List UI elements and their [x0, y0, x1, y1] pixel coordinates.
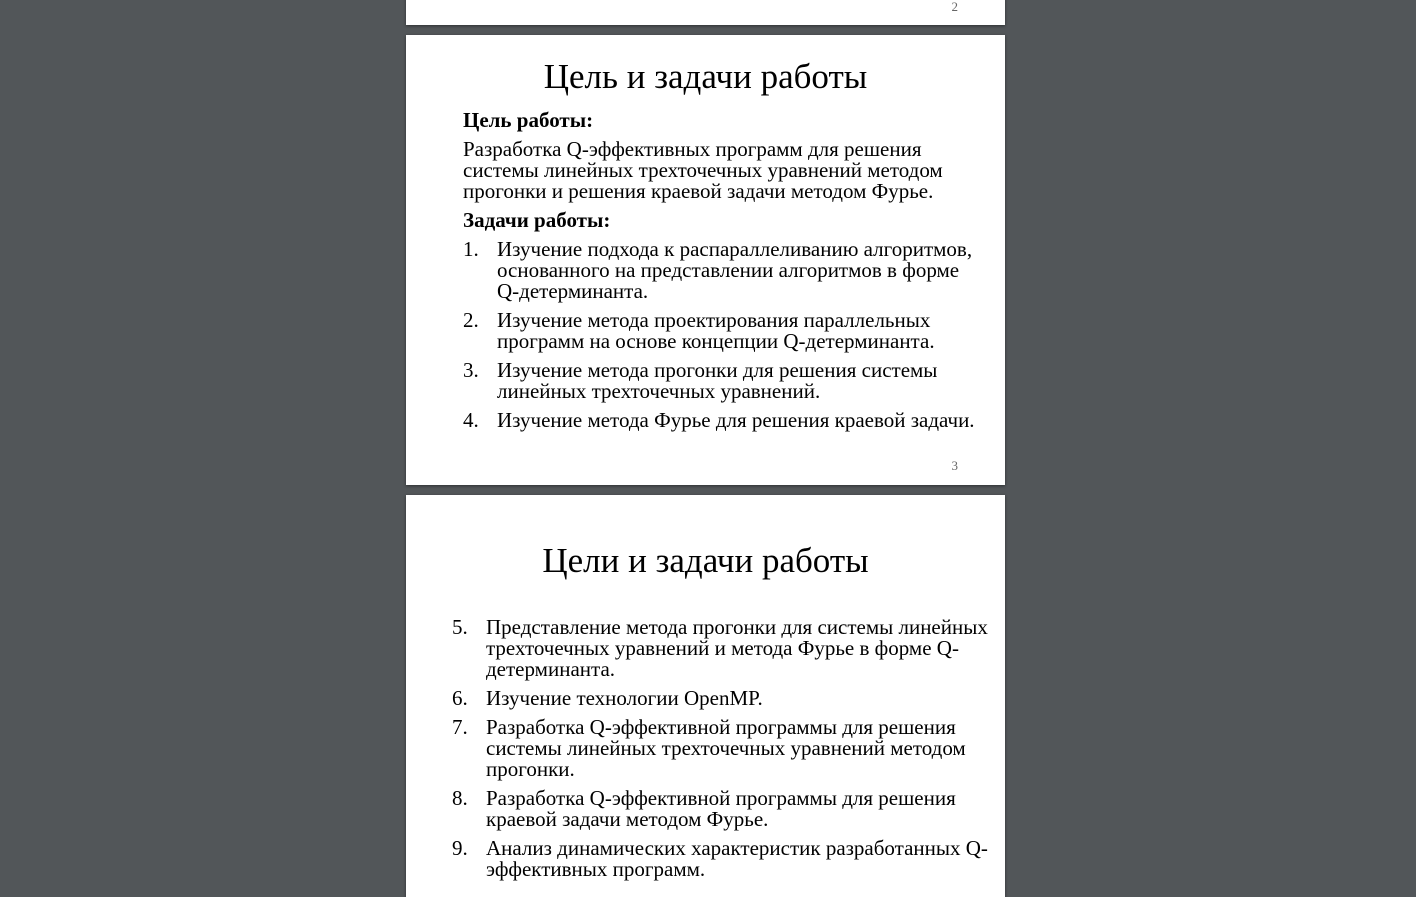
list-item-text: Разработка Q-эффективной программы для решения краевой задачи методом Фурье.	[486, 786, 956, 831]
goal-text: Разработка Q-эффективных программ для решения системы линейных трехточечных уравнений методом прогонки и решения краевой задачи методом Фурье.	[463, 137, 943, 203]
list-item-number: 2.	[463, 308, 479, 332]
list-item-text: Изучение технологии OpenMP.	[486, 686, 763, 710]
list-item	[463, 410, 983, 431]
list-item-number: 3.	[463, 358, 479, 382]
page-number: 3	[951, 458, 958, 473]
list-item	[463, 360, 983, 402]
pdf-page-2	[406, 0, 1005, 25]
list-item	[463, 310, 983, 352]
pdf-page-3	[406, 35, 1005, 485]
list-item-text: Анализ динамических характеристик разработанных Q-эффективных программ.	[486, 836, 988, 881]
pdf-page-4	[406, 495, 1005, 897]
list-item-number: 4.	[463, 408, 479, 432]
list-item-number: 1.	[463, 237, 479, 261]
tasks-list	[463, 239, 983, 431]
list-item-number: 9.	[452, 836, 468, 860]
list-item	[452, 688, 992, 709]
list-item-number: 8.	[452, 786, 468, 810]
list-item	[452, 838, 992, 880]
list-item-text: Изучение метода Фурье для решения краевой задачи.	[497, 408, 975, 432]
tasks-list	[452, 617, 992, 880]
list-item	[452, 717, 992, 780]
list-item	[452, 788, 992, 830]
list-item-number: 7.	[452, 715, 468, 739]
list-item-text: Изучение метода проектирования параллельных программ на основе концепции Q-детерминанта.	[497, 308, 935, 353]
slide-content	[452, 617, 992, 888]
slide-title: Цели и задачи работы	[542, 541, 869, 580]
list-item-text: Представление метода прогонки для системы линейных трехточечных уравнений и метода Фурье в форме Q-детерминанта.	[486, 615, 988, 681]
list-item	[452, 617, 992, 680]
list-item-text: Изучение метода прогонки для решения системы линейных трехточечных уравнений.	[497, 358, 938, 403]
list-item-number: 5.	[452, 615, 468, 639]
page-number: 2	[951, 0, 958, 14]
slide-title: Цель и задачи работы	[543, 57, 868, 96]
tasks-heading: Задачи работы:	[463, 208, 611, 232]
goal-heading: Цель работы:	[463, 108, 594, 132]
list-item-text: Изучение подхода к распараллеливанию алгоритмов, основанного на представлении алгоритмов в форме Q-детерминанта.	[497, 237, 973, 303]
slide-content	[463, 110, 983, 439]
list-item-number: 6.	[452, 686, 468, 710]
list-item-text: Разработка Q-эффективной программы для решения системы линейных трехточечных уравнений методом прогонки.	[486, 715, 966, 781]
list-item	[463, 239, 983, 302]
